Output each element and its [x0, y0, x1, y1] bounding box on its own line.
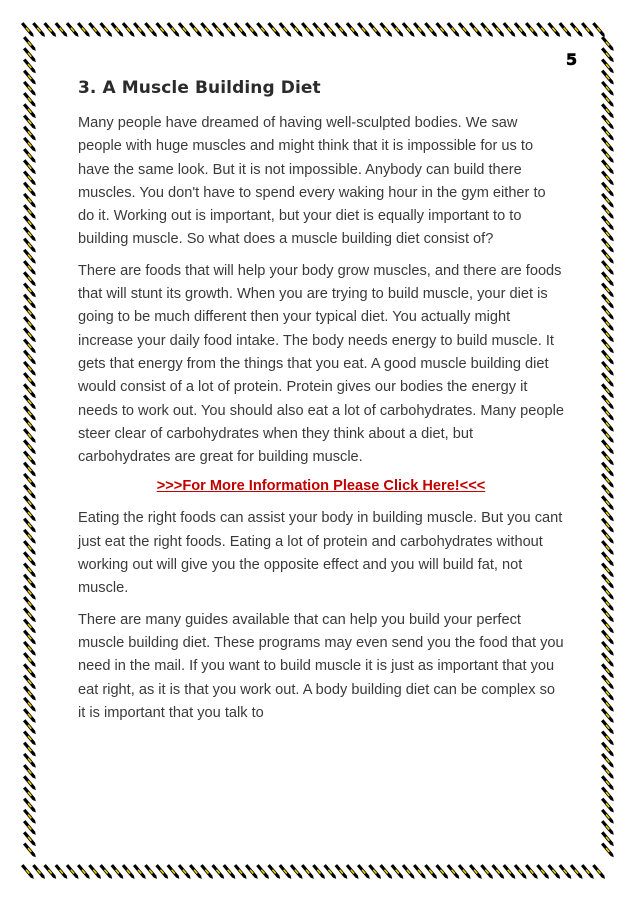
more-information-link[interactable]: >>>For More Information Please Click Here!<<<: [156, 478, 486, 495]
paragraph-intro: Many people have dreamed of having well-sculpted bodies. We saw people with huge muscles and might think that it is impossible for us to have the same look. But it is not impossible. Anybody can build there muscles. You don't have to spend every waking hour in the gym either to do it. Working out is important, but your diet is equally important to to building muscle. So what does a muscle building diet consist of?: [78, 115, 546, 248]
paragraph-workout: Eating the right foods can assist your body in building muscle. But you cant just eat the right foods. Eating a lot of protein and carbohydrates without working out will give you the opposite effect and you will build fat, not muscle.: [78, 510, 563, 597]
page-number: 5: [566, 50, 578, 69]
section-heading: 3. A Muscle Building Diet: [78, 78, 321, 98]
paragraph-guides: There are many guides available that can help you build your perfect muscle building diet. These programs may even send you the food that you need in the mail. If you want to build muscle it is just as important that you eat right, as it is that you work out. A body building diet can be complex so it is important that you talk to: [78, 611, 564, 721]
paragraph-foods: There are foods that will help your body grow muscles, and there are foods that will stunt its growth. When you are trying to build muscle, your diet is going to be much different then your typical diet. You actually might increase your daily food intake. The body needs energy to build muscle. It gets that energy from the things that you eat. A good muscle building diet would consist of a lot of protein. Protein gives our bodies the energy it needs to work out. You should also eat a lot of carbohydrates. Many people steer clear of carbohydrates when they think about a diet, but carbohydrates are great for building muscle.: [78, 262, 564, 466]
document-body: [78, 78, 564, 733]
